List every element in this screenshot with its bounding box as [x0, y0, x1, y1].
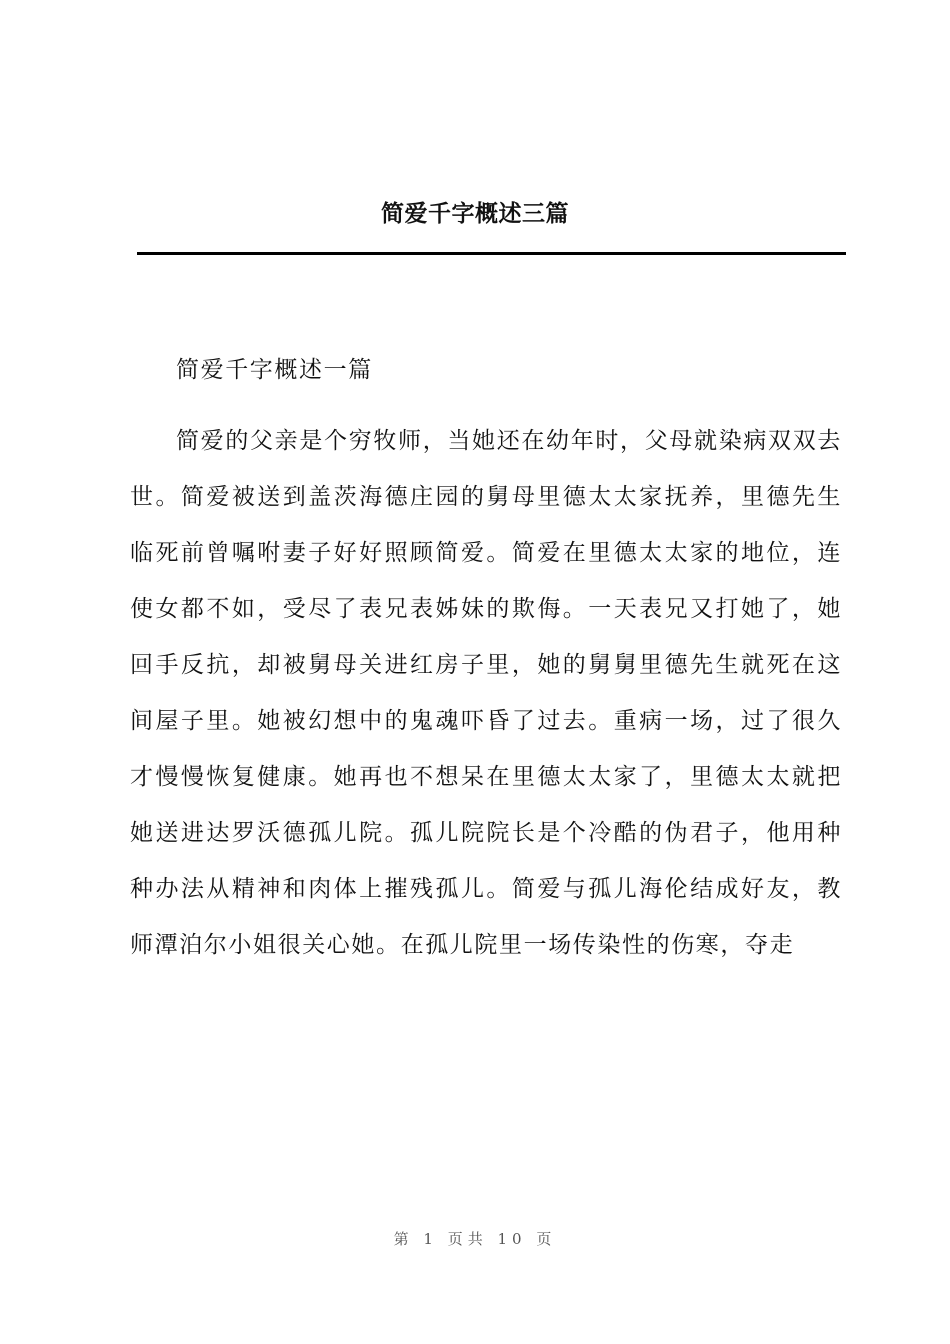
title-underline: [137, 252, 846, 255]
body-paragraph: 简爱的父亲是个穷牧师，当她还在幼年时，父母就染病双双去世。简爱被送到盖茨海德庄园的舅母里德太太家抚养，里德先生临死前曾嘱咐妻子好好照顾简爱。简爱在里德太太家的地位，连使女都不如，受尽了表兄表姊妹的欺侮。一天表兄又打她了，她回手反抗，却被舅母关进红房子里，她的舅舅里德先生就死在这间屋子里。她被幻想中的鬼魂吓昏了过去。重病一场，过了很久才慢慢恢复健康。她再也不想呆在里德太太家了，里德太太就把她送进达罗沃德孤儿院。孤儿院院长是个冷酷的伪君子，他用种种办法从精神和肉体上摧残孤儿。简爱与孤儿海伦结成好友，教师潭泊尔小姐很关心她。在孤儿院里一场传染性的伤寒，夺走: [130, 428, 842, 958]
document-body: [130, 342, 842, 973]
document-title: 简爱千字概述三篇: [381, 201, 569, 227]
page-number: 第 1 页共 10 页: [393, 1230, 557, 1248]
section-heading: 简爱千字概述一篇: [176, 357, 373, 383]
spacer: [130, 398, 842, 413]
